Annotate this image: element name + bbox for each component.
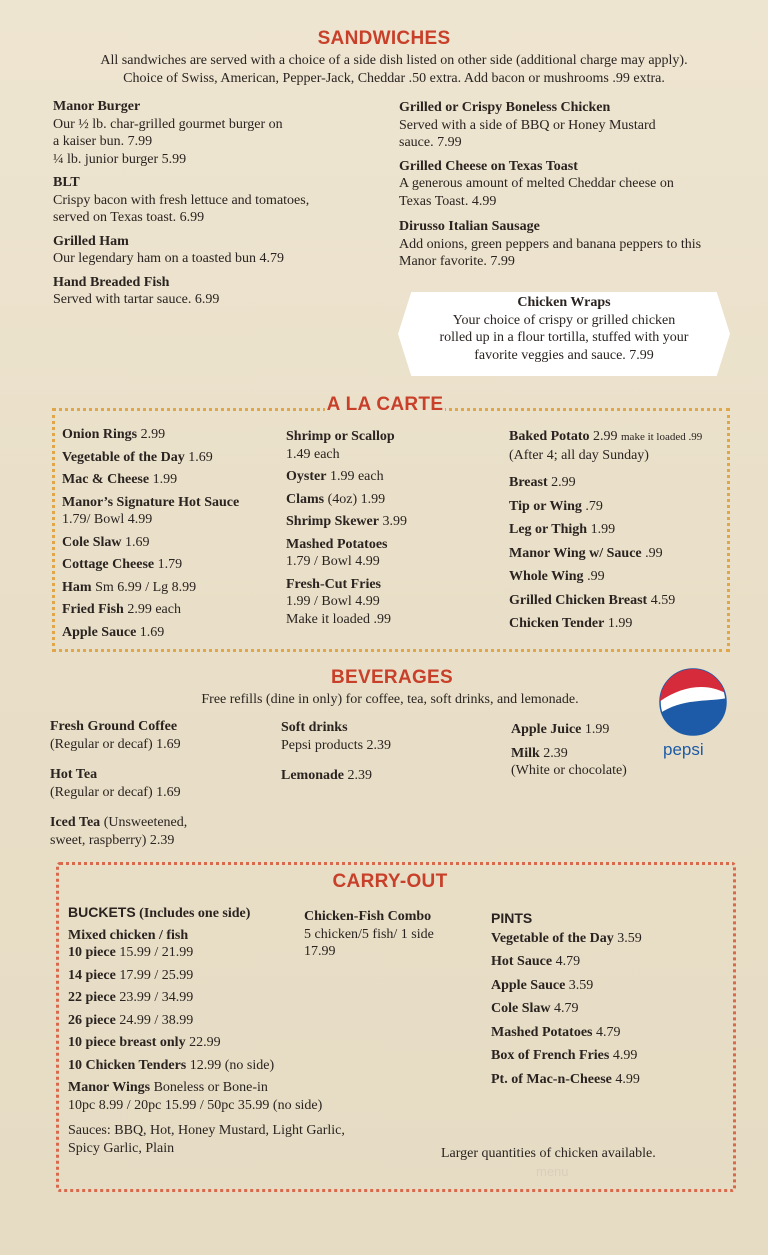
item-desc: Served with tartar sauce. 6.99 (53, 292, 220, 307)
item-name: 22 piece (68, 990, 116, 1005)
item-desc: Our legendary ham on a toasted bun 4.79 (53, 251, 284, 266)
pints-title: PINTS (491, 910, 533, 926)
menu-item (50, 718, 270, 753)
menu-item (509, 545, 724, 563)
beverages-column-3 (511, 721, 661, 780)
menu-item (50, 814, 270, 849)
item-price: 2.99 (551, 475, 576, 490)
item-name: Manor Wings (68, 1080, 151, 1095)
item-name: Breast (509, 475, 548, 490)
menu-item (509, 498, 724, 516)
item-name: Tip or Wing (509, 498, 582, 514)
item-name: Grilled Chicken Breast (509, 592, 648, 608)
item-desc: Crispy bacon with fresh lettuce and tomatoes, (53, 192, 310, 208)
menu-item (281, 767, 491, 785)
item-price: 1.99 / Bowl 4.99 (286, 594, 380, 609)
menu-item (68, 1012, 358, 1030)
chicken-wraps-text (398, 294, 730, 364)
menu-item (53, 174, 373, 227)
sandwiches-heading: SANDWICHES (317, 28, 451, 49)
menu-item (281, 719, 491, 754)
menu-item (286, 491, 496, 509)
item-price: 23.99 / 34.99 (119, 990, 194, 1005)
item-desc: Manor favorite. 7.99 (399, 254, 515, 269)
item-name: Apple Juice (511, 722, 582, 737)
item-name: Grilled Ham (53, 233, 129, 249)
item-desc: Texas Toast. 4.99 (399, 193, 497, 209)
menu-item (509, 521, 724, 539)
combo-column (304, 908, 484, 961)
menu-item (62, 556, 282, 574)
item-price: .79 (585, 498, 603, 514)
menu-item (286, 576, 496, 629)
menu-item (53, 274, 373, 309)
item-price: 1.99 each (329, 469, 384, 484)
item-name: Fresh Ground Coffee (50, 719, 178, 734)
menu-item (68, 1079, 358, 1097)
item-price: 4.79 (554, 1001, 579, 1016)
item-price: (Regular or decaf) 1.69 (50, 784, 181, 800)
item-name: Oyster (286, 469, 327, 484)
item-desc: sauce. 7.99 (399, 135, 462, 150)
item-name: Leg or Thigh (509, 522, 588, 537)
item-desc: a kaiser bun. 7.99 (53, 134, 153, 149)
buckets-title: BUCKETS (68, 904, 136, 920)
item-name: Chicken-Fish Combo (304, 909, 432, 924)
menu-item (511, 745, 661, 780)
item-price: 1.79 (157, 557, 183, 572)
item-price: 1.69 (139, 624, 165, 640)
item-price: 2.39 (347, 768, 372, 783)
menu-item (62, 579, 282, 597)
buckets-subtitle: Mixed chicken / fish (68, 927, 189, 943)
item-name: BLT (53, 175, 80, 190)
item-name: Mac & Cheese (62, 472, 150, 487)
item-price: 1.99 (607, 616, 633, 631)
sauces-line: Sauces: BBQ, Hot, Honey Mustard, Light Garlic, (68, 1123, 345, 1138)
menu-item (491, 953, 711, 971)
item-price: 4.99 (615, 1071, 640, 1087)
item-name: Shrimp Skewer (286, 514, 379, 529)
menu-item (399, 158, 744, 211)
item-note: make it loaded .99 (621, 431, 703, 443)
carry-out-heading: CARRY-OUT (332, 871, 448, 892)
item-name: Manor Wing w/ Sauce (509, 545, 642, 561)
item-desc: favorite veggies and sauce. 7.99 (474, 347, 654, 363)
item-price: 17.99 / 25.99 (119, 967, 194, 983)
sandwiches-right-column (399, 99, 744, 271)
item-note: (After 4; all day Sunday) (509, 447, 649, 463)
item-price: 2.99 (140, 427, 166, 442)
menu-item (68, 989, 358, 1007)
item-name: Lemonade (281, 768, 344, 783)
item-price: 24.99 / 38.99 (119, 1012, 194, 1028)
item-price: 2.99 (593, 429, 618, 444)
menu-item (399, 99, 744, 152)
item-name: Hot Tea (50, 767, 98, 782)
item-desc: rolled up in a flour tortilla, stuffed with your (439, 330, 689, 345)
item-name: Mashed Potatoes (286, 536, 388, 552)
item-desc: ¼ lb. junior burger 5.99 (53, 151, 187, 167)
item-name: Baked Potato (509, 429, 590, 444)
menu-item (491, 930, 711, 948)
item-name: Box of French Fries (491, 1048, 610, 1063)
menu-item (491, 1047, 711, 1065)
item-price: 4.99 (612, 1048, 638, 1063)
pepsi-globe-icon (659, 668, 727, 736)
item-name: Onion Rings (62, 427, 138, 442)
menu-item (286, 513, 496, 531)
item-name: Cottage Cheese (62, 557, 155, 572)
item-name: Vegetable of the Day (491, 930, 614, 946)
item-price: sweet, raspberry) 2.39 (50, 832, 175, 848)
beverages-column-2 (281, 719, 491, 785)
item-name: Fresh-Cut Fries (286, 576, 381, 592)
item-name: 10 piece breast only (68, 1035, 186, 1050)
menu-item (286, 536, 496, 571)
menu-item (491, 977, 711, 995)
item-name: Vegetable of the Day (62, 449, 185, 465)
item-name: Manor Burger (53, 99, 141, 114)
menu-item (62, 449, 282, 467)
item-price: 12.99 (no side) (189, 1057, 275, 1073)
item-name: Milk (511, 745, 540, 761)
menu-item (62, 534, 282, 552)
menu-item (62, 624, 282, 642)
menu-item (68, 1034, 358, 1052)
item-name: Shrimp or Scallop (286, 429, 395, 444)
item-price: 3.99 (382, 514, 407, 529)
item-price: (Regular or decaf) 1.69 (50, 736, 181, 752)
item-price: 3.59 (617, 930, 642, 946)
a-la-carte-column-3 (509, 428, 724, 638)
item-name: Hot Sauce (491, 954, 553, 969)
item-price: Sm 6.99 / Lg 8.99 (95, 579, 197, 595)
menu-item (491, 1024, 711, 1042)
item-name: Apple Sauce (62, 624, 137, 640)
item-price: 4.79 (555, 954, 581, 969)
item-name: Cole Slaw (491, 1001, 551, 1016)
item-price: Pepsi products 2.39 (281, 737, 392, 753)
item-price: 1.69 (125, 534, 150, 550)
menu-item (491, 1071, 711, 1089)
menu-item (53, 233, 373, 268)
menu-item (68, 1057, 358, 1075)
menu-item (50, 766, 270, 801)
item-name: Cole Slaw (62, 534, 122, 550)
item-name: Whole Wing (509, 569, 584, 584)
item-price: 1.99 (152, 472, 178, 487)
menu-item (53, 98, 373, 168)
item-price: 1.79/ Bowl 4.99 (62, 512, 153, 527)
item-name: Fried Fish (62, 602, 124, 617)
item-name: Manor’s Signature Hot Sauce (62, 494, 240, 510)
item-desc: Our ½ lb. char-grilled gourmet burger on (53, 116, 283, 132)
item-price: 2.39 (543, 745, 568, 761)
item-note: (White or chocolate) (511, 763, 627, 778)
item-name: Iced Tea (50, 815, 101, 830)
item-price: 4.59 (650, 592, 676, 608)
item-price: 1.49 each (286, 446, 340, 462)
item-desc: served on Texas toast. 6.99 (53, 210, 205, 225)
buckets-note: (Includes one side) (139, 906, 251, 921)
item-desc: 5 chicken/5 fish/ 1 side (304, 926, 434, 942)
item-desc: Add onions, green peppers and banana peppers to this (399, 236, 702, 252)
item-price: (4oz) 1.99 (327, 491, 386, 507)
item-name: Grilled or Crispy Boneless Chicken (399, 100, 611, 115)
sandwiches-intro-line1: All sandwiches are served with a choice of a side dish listed on other side (additional charge may apply). (100, 53, 688, 68)
menu-item (62, 471, 282, 489)
item-price: 1.99 (590, 522, 616, 537)
beverages-intro: Free refills (dine in only) for coffee, tea, soft drinks, and lemonade. (201, 692, 579, 707)
item-price: 1.99 (584, 722, 610, 737)
item-desc: (Unsweetened, (103, 815, 188, 830)
item-name: 14 piece (68, 967, 116, 983)
item-name: 10 Chicken Tenders (68, 1057, 187, 1073)
item-price: 4.79 (596, 1024, 621, 1040)
pints-column (491, 910, 711, 1088)
wings-prices: 10pc 8.99 / 20pc 15.99 / 50pc 35.99 (no side) (68, 1097, 323, 1113)
item-name: Ham (62, 579, 92, 595)
item-name: Soft drinks (281, 720, 348, 735)
item-name: Hand Breaded Fish (53, 274, 170, 290)
item-price: .99 (645, 545, 663, 561)
pepsi-wordmark: pepsi (663, 740, 704, 759)
menu-item (511, 721, 661, 739)
item-note: Boneless or Bone-in (153, 1080, 268, 1095)
item-price: 15.99 / 21.99 (119, 945, 194, 960)
item-name: Chicken Tender (509, 616, 605, 631)
beverages-column-1 (50, 718, 270, 849)
item-name: Clams (286, 491, 325, 507)
pepsi-logo (659, 668, 731, 768)
watermark: menu (536, 1164, 569, 1179)
item-name: Pt. of Mac-n-Cheese (491, 1071, 612, 1087)
menu-item (509, 428, 724, 464)
item-price: 1.79 / Bowl 4.99 (286, 554, 380, 569)
menu-item (62, 601, 282, 619)
item-note: Make it loaded .99 (286, 611, 391, 627)
beverages-heading: BEVERAGES (330, 667, 453, 688)
larger-quantities-note: Larger quantities of chicken available. (441, 1146, 656, 1161)
menu-item (62, 426, 282, 444)
menu-item (509, 568, 724, 586)
menu-item (62, 494, 282, 529)
item-price: 22.99 (189, 1035, 221, 1050)
item-name: 26 piece (68, 1012, 116, 1028)
item-name: Dirusso Italian Sausage (399, 219, 540, 234)
sandwiches-intro-line2: Choice of Swiss, American, Pepper-Jack, Cheddar .50 extra. Add bacon or mushrooms .99 extra. (123, 71, 665, 86)
menu-item (286, 468, 496, 486)
item-price: .99 (587, 569, 605, 584)
sauces-line: Spicy Garlic, Plain (68, 1140, 175, 1156)
menu-item (286, 428, 496, 463)
menu-item (509, 592, 724, 610)
a-la-carte-heading: A LA CARTE (326, 394, 444, 415)
item-name: 10 piece (68, 945, 116, 960)
menu-item (68, 967, 358, 985)
item-name: Apple Sauce (491, 977, 566, 993)
item-name: Grilled Cheese on Texas Toast (399, 158, 578, 174)
a-la-carte-column-2 (286, 428, 496, 633)
item-name: Chicken Wraps (517, 295, 611, 310)
item-name: Mashed Potatoes (491, 1024, 593, 1040)
menu-item (399, 218, 744, 271)
menu-item (491, 1000, 711, 1018)
menu-item (509, 474, 724, 492)
item-desc: A generous amount of melted Cheddar cheese on (399, 176, 674, 191)
item-desc: Your choice of crispy or grilled chicken (452, 312, 676, 328)
sandwiches-left-column (53, 98, 373, 309)
item-price: 2.99 each (127, 602, 181, 617)
item-price: 17.99 (304, 944, 336, 959)
item-price: 1.69 (188, 449, 213, 465)
item-desc: Served with a side of BBQ or Honey Mustard (399, 117, 656, 133)
a-la-carte-column-1 (62, 426, 282, 646)
menu-item (509, 615, 724, 633)
item-price: 3.59 (568, 977, 594, 993)
